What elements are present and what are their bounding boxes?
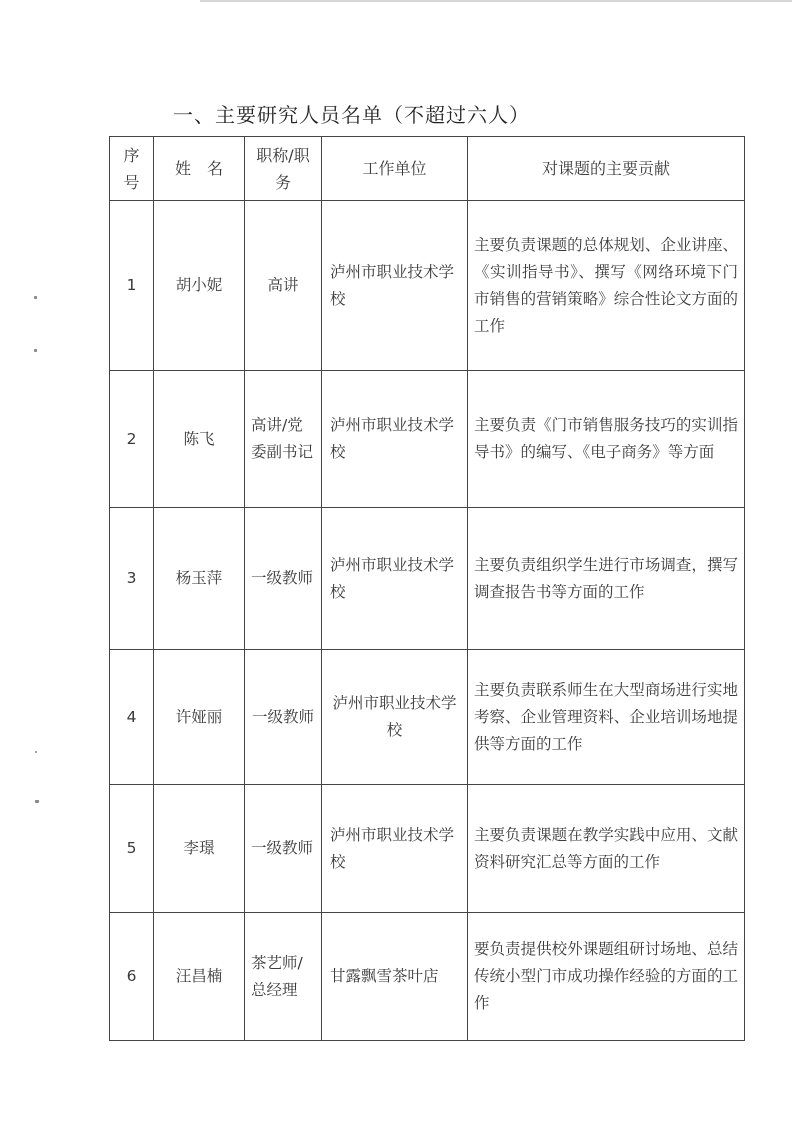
row-name: 许娅丽 (154, 650, 245, 785)
row-org: 泸州市职业技术学校 (322, 371, 468, 508)
row-org: 甘露飘雪茶叶店 (322, 913, 468, 1041)
row-contribution: 主要负责课题的总体规划、企业讲座、《实训指导书》、撰写《网络环境下门市销售的营销策略》综合性论文方面的工作 (468, 201, 745, 371)
row-no: 6 (110, 913, 154, 1041)
row-title: 茶艺师/总经理 (245, 913, 322, 1041)
row-org: 泸州市职业技术学校 (322, 785, 468, 913)
header-title: 职称/职务 (245, 137, 322, 201)
scan-speck (34, 296, 37, 299)
row-title: 一级教师 (245, 650, 322, 785)
researcher-table (109, 136, 745, 1041)
row-no: 3 (110, 508, 154, 650)
row-contribution: 主要负责联系师生在大型商场进行实地考察、企业管理资料、企业培训场地提供等方面的工作 (468, 650, 745, 785)
row-name: 汪昌楠 (154, 913, 245, 1041)
scan-speck (34, 349, 37, 352)
table-header-row (110, 137, 745, 201)
header-contribution: 对课题的主要贡献 (468, 137, 745, 201)
row-name: 杨玉萍 (154, 508, 245, 650)
row-name: 胡小妮 (154, 201, 245, 371)
table-row (110, 201, 745, 371)
row-name: 李璟 (154, 785, 245, 913)
row-org: 泸州市职业技术学校 (322, 508, 468, 650)
table-row (110, 913, 745, 1041)
row-no: 2 (110, 371, 154, 508)
row-title: 高讲/党委副书记 (245, 371, 322, 508)
row-no: 4 (110, 650, 154, 785)
row-org: 泸州市职业技术学校 (322, 650, 468, 785)
row-contribution: 主要负责《门市销售服务技巧的实训指导书》的编写、《电子商务》等方面 (468, 371, 745, 508)
table-row (110, 650, 745, 785)
table-row (110, 785, 745, 913)
scan-speck (35, 800, 39, 803)
scan-edge-line (200, 0, 792, 2)
row-contribution: 要负责提供校外课题组研讨场地、总结传统小型门市成功操作经验的方面的工作 (468, 913, 745, 1041)
row-org: 泸州市职业技术学校 (322, 201, 468, 371)
header-org: 工作单位 (322, 137, 468, 201)
table-row (110, 371, 745, 508)
row-title: 一级教师 (245, 508, 322, 650)
row-title: 高讲 (245, 201, 322, 371)
row-name: 陈飞 (154, 371, 245, 508)
row-contribution: 主要负责组织学生进行市场调查，撰写调查报告书等方面的工作 (468, 508, 745, 650)
table-row (110, 508, 745, 650)
row-no: 1 (110, 201, 154, 371)
row-title: 一级教师 (245, 785, 322, 913)
row-no: 5 (110, 785, 154, 913)
row-contribution: 主要负责课题在教学实践中应用、文献资料研究汇总等方面的工作 (468, 785, 745, 913)
header-no: 序号 (110, 137, 154, 201)
scan-speck (35, 751, 37, 753)
section-title: 一、主要研究人员名单（不超过六人） (173, 103, 530, 127)
header-name: 姓 名 (154, 137, 245, 201)
